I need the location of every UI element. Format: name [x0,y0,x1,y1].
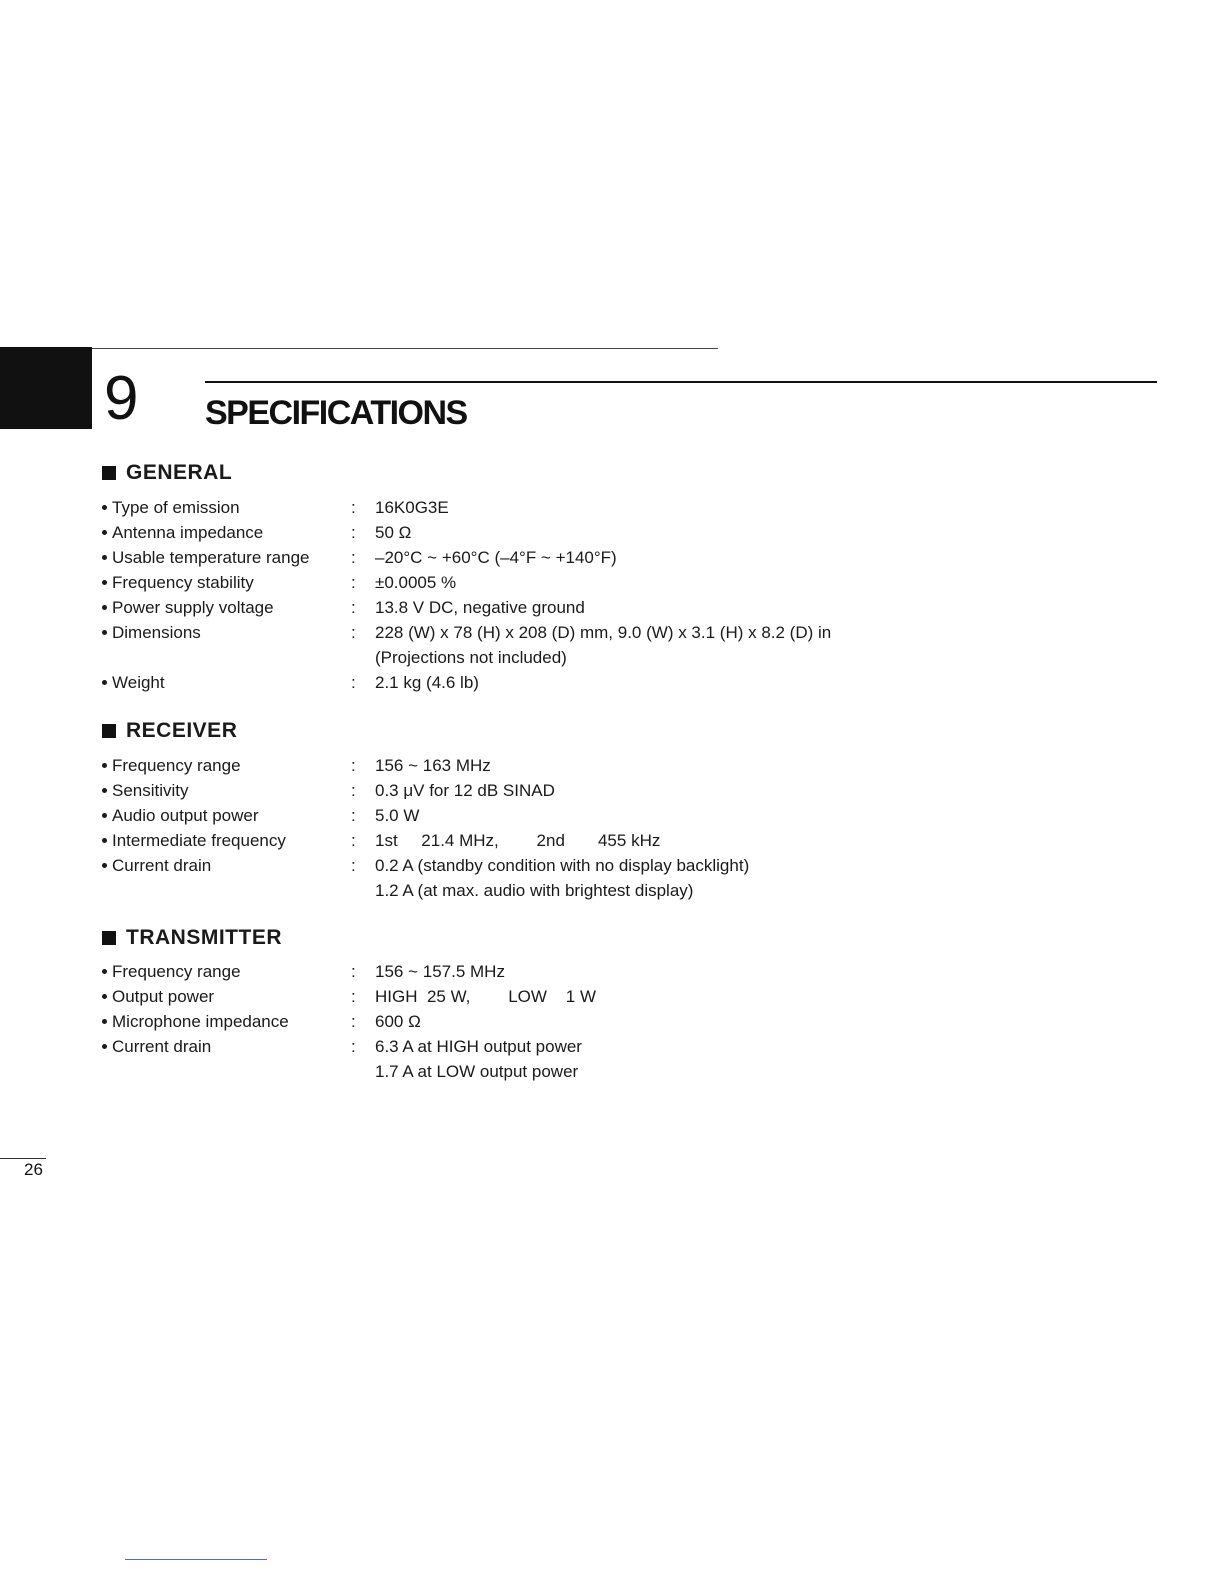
page-number: 26 [24,1160,43,1179]
spec-row-antenna-impedance [102,520,1002,545]
spec-label-text: Output power [112,987,215,1006]
spec-value: 16K0G3E [375,498,449,517]
colon: : [351,962,356,981]
spec-row-dimensions [102,620,1002,670]
colon: : [351,623,356,642]
colon: : [351,756,356,775]
bullet-icon [102,763,107,768]
section-heading-label: GENERAL [126,461,233,484]
spec-value-continuation: 1.7 A at LOW output power [375,1062,579,1081]
spec-label-text: Weight [112,673,165,692]
receiver-spec-list [102,753,1002,903]
spec-label [102,520,263,545]
square-bullet-icon [102,466,116,480]
spec-value: HIGH 25 W, LOW 1 W [375,987,597,1006]
spec-label-text: Usable temperature range [112,548,310,567]
spec-label-text: Frequency stability [112,573,254,592]
spec-label [102,984,214,1009]
spec-value: 1st 21.4 MHz, 2nd 455 kHz [375,831,661,850]
spec-label [102,570,254,595]
spec-value: 0.2 A (standby condition with no display backlight) [375,856,750,875]
spec-label [102,853,211,878]
bullet-icon [102,555,107,560]
spec-value-continuation: (Projections not included) [375,648,567,667]
spec-value: 0.3 μV for 12 dB SINAD [375,781,555,800]
spec-row-type-of-emission [102,495,1002,520]
spec-value: 156 ~ 163 MHz [375,756,491,775]
spec-label [102,495,240,520]
top-rule [92,348,718,349]
spec-row-temperature-range [102,545,1002,570]
bullet-icon [102,680,107,685]
spec-label-text: Intermediate frequency [112,831,286,850]
spec-label [102,1034,211,1059]
spec-label-text: Audio output power [112,806,259,825]
bullet-icon [102,1019,107,1024]
spec-row-tx-frequency-range [102,959,1002,984]
colon: : [351,523,356,542]
bullet-icon [102,788,107,793]
colon: : [351,573,356,592]
section-heading-receiver [102,719,237,743]
spec-label [102,670,165,695]
spec-label [102,595,274,620]
spec-label-text: Sensitivity [112,781,189,800]
spec-value: ±0.0005 % [375,573,457,592]
bullet-icon [102,605,107,610]
spec-row-audio-output-power [102,803,1002,828]
spec-label-text: Antenna impedance [112,523,264,542]
spec-row-power-supply-voltage [102,595,1002,620]
colon: : [351,987,356,1006]
bullet-icon [102,863,107,868]
spec-label [102,1009,289,1034]
spec-value: 600 Ω [375,1012,421,1031]
spec-label [102,828,286,853]
colon: : [351,856,356,875]
bullet-icon [102,838,107,843]
spec-value: 2.1 kg (4.6 lb) [375,673,479,692]
spec-value: 50 Ω [375,523,412,542]
spec-label-text: Frequency range [112,756,241,775]
spec-label [102,620,201,645]
bullet-icon [102,580,107,585]
colon: : [351,781,356,800]
spec-value: 228 (W) x 78 (H) x 208 (D) mm, 9.0 (W) x 3.1 (H) x 8.2 (D) in [375,623,832,642]
spec-label [102,803,259,828]
header-rule [205,381,1157,383]
spec-label [102,545,310,570]
spec-label-text: Power supply voltage [112,598,274,617]
colon: : [351,1012,356,1031]
spec-value: 6.3 A at HIGH output power [375,1037,582,1056]
spec-row-frequency-stability [102,570,1002,595]
spec-label-text: Frequency range [112,962,241,981]
square-bullet-icon [102,931,116,945]
spec-value: 13.8 V DC, negative ground [375,598,585,617]
bullet-icon [102,969,107,974]
spec-row-tx-current-drain [102,1034,1002,1084]
section-heading-general [102,461,232,485]
spec-value: –20°C ~ +60°C (–4°F ~ +140°F) [375,548,617,567]
spec-label [102,959,241,984]
section-heading-transmitter [102,926,282,950]
colon: : [351,806,356,825]
spec-value: 156 ~ 157.5 MHz [375,962,505,981]
bullet-icon [102,1044,107,1049]
transmitter-spec-list [102,959,1002,1084]
spec-value-continuation: 1.2 A (at max. audio with brightest display) [375,881,694,900]
colon: : [351,831,356,850]
colon: : [351,598,356,617]
colon: : [351,548,356,567]
colon: : [351,673,356,692]
spec-label-text: Current drain [112,856,212,875]
spec-row-sensitivity [102,778,1002,803]
bullet-icon [102,994,107,999]
spec-label-text: Current drain [112,1037,212,1056]
spec-label-text: Microphone impedance [112,1012,289,1031]
spec-row-rx-frequency-range [102,753,1002,778]
spec-label [102,753,241,778]
chapter-number: 9 [104,364,139,433]
chapter-tab-block-lower [0,347,92,429]
spec-row-rx-current-drain [102,853,1002,903]
spec-label [102,778,189,803]
spec-row-output-power [102,984,1002,1009]
bullet-icon [102,630,107,635]
colon: : [351,498,356,517]
bullet-icon [102,530,107,535]
spec-label-text: Dimensions [112,623,201,642]
spec-value: 5.0 W [375,806,420,825]
spec-label-text: Type of emission [112,498,240,517]
spec-row-microphone-impedance [102,1009,1002,1034]
colon: : [351,1037,356,1056]
footer-rule [0,1158,46,1159]
bullet-icon [102,813,107,818]
bullet-icon [102,505,107,510]
spec-row-weight [102,670,1002,695]
spec-row-intermediate-frequency [102,828,1002,853]
section-heading-label: TRANSMITTER [126,926,282,949]
square-bullet-icon [102,724,116,738]
bottom-rule [125,1559,267,1560]
section-heading-label: RECEIVER [126,719,238,742]
chapter-title: SPECIFICATIONS [205,394,467,432]
general-spec-list [102,495,1002,695]
